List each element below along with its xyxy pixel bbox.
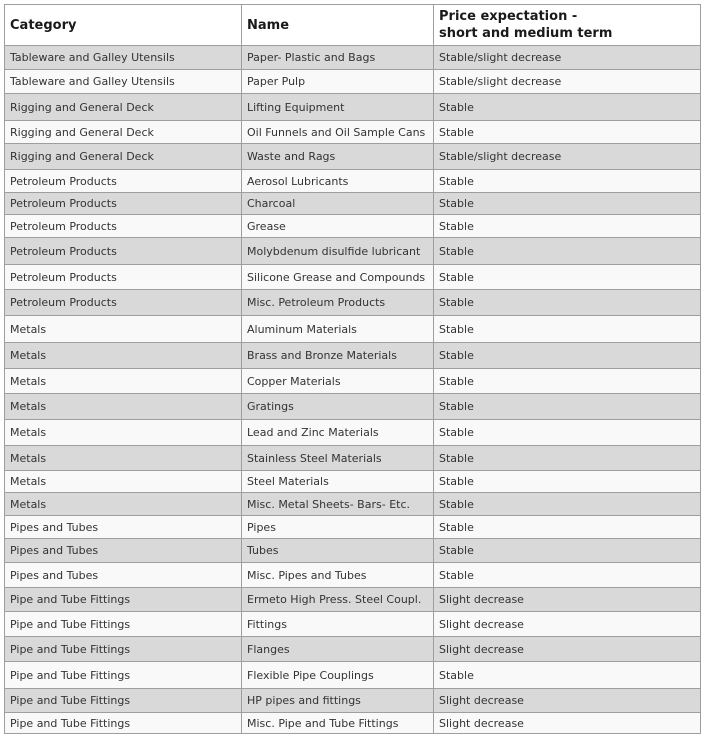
table-row <box>5 94 701 121</box>
cell-price-expectation: Slight decrease <box>434 588 701 612</box>
cell-category: Metals <box>5 446 242 471</box>
cell-price-expectation: Stable/slight decrease <box>434 70 701 94</box>
cell-price-expectation: Stable <box>434 215 701 238</box>
cell-price-expectation: Stable <box>434 539 701 563</box>
table-row <box>5 290 701 316</box>
cell-category: Pipe and Tube Fittings <box>5 713 242 734</box>
cell-category: Metals <box>5 394 242 420</box>
table-row <box>5 471 701 493</box>
cell-name: Waste and Rags <box>242 144 434 170</box>
cell-category: Pipe and Tube Fittings <box>5 612 242 637</box>
cell-price-expectation: Stable <box>434 238 701 265</box>
cell-name: Tubes <box>242 539 434 563</box>
cell-category: Pipe and Tube Fittings <box>5 662 242 689</box>
cell-price-expectation: Stable <box>434 493 701 516</box>
cell-price-expectation: Stable <box>434 343 701 369</box>
table-row <box>5 369 701 394</box>
cell-category: Metals <box>5 369 242 394</box>
cell-name: Oil Funnels and Oil Sample Cans <box>242 121 434 144</box>
cell-name: Grease <box>242 215 434 238</box>
price-expectation-table <box>4 4 701 734</box>
cell-category: Rigging and General Deck <box>5 121 242 144</box>
cell-category: Tableware and Galley Utensils <box>5 46 242 70</box>
cell-name: HP pipes and fittings <box>242 689 434 713</box>
cell-price-expectation: Stable <box>434 193 701 215</box>
cell-price-expectation: Stable <box>434 170 701 193</box>
header-name: Name <box>242 5 434 46</box>
table-row <box>5 713 701 734</box>
table-row <box>5 70 701 94</box>
cell-price-expectation: Stable <box>434 394 701 420</box>
table-row <box>5 343 701 369</box>
cell-category: Petroleum Products <box>5 215 242 238</box>
cell-name: Lead and Zinc Materials <box>242 420 434 446</box>
cell-category: Pipe and Tube Fittings <box>5 637 242 662</box>
cell-category: Pipe and Tube Fittings <box>5 588 242 612</box>
cell-category: Rigging and General Deck <box>5 94 242 121</box>
cell-name: Silicone Grease and Compounds <box>242 265 434 290</box>
table-row <box>5 563 701 588</box>
cell-price-expectation: Stable <box>434 369 701 394</box>
table-row <box>5 662 701 689</box>
cell-category: Metals <box>5 493 242 516</box>
cell-category: Metals <box>5 471 242 493</box>
table-row <box>5 588 701 612</box>
cell-name: Misc. Pipe and Tube Fittings <box>242 713 434 734</box>
cell-price-expectation: Slight decrease <box>434 713 701 734</box>
table-row <box>5 446 701 471</box>
header-price-expectation: Price expectation - short and medium term <box>434 5 701 46</box>
cell-name: Stainless Steel Materials <box>242 446 434 471</box>
cell-price-expectation: Stable <box>434 290 701 316</box>
cell-name: Aerosol Lubricants <box>242 170 434 193</box>
cell-name: Misc. Metal Sheets- Bars- Etc. <box>242 493 434 516</box>
cell-name: Flanges <box>242 637 434 662</box>
cell-name: Lifting Equipment <box>242 94 434 121</box>
cell-price-expectation: Stable <box>434 516 701 539</box>
cell-name: Copper Materials <box>242 369 434 394</box>
cell-category: Pipes and Tubes <box>5 539 242 563</box>
cell-category: Pipes and Tubes <box>5 563 242 588</box>
cell-name: Paper- Plastic and Bags <box>242 46 434 70</box>
table-row <box>5 215 701 238</box>
cell-name: Steel Materials <box>242 471 434 493</box>
cell-price-expectation: Stable <box>434 471 701 493</box>
cell-price-expectation: Stable <box>434 121 701 144</box>
cell-price-expectation: Stable <box>434 316 701 343</box>
table-row <box>5 121 701 144</box>
cell-name: Gratings <box>242 394 434 420</box>
table-row <box>5 238 701 265</box>
cell-name: Brass and Bronze Materials <box>242 343 434 369</box>
cell-price-expectation: Slight decrease <box>434 637 701 662</box>
header-row <box>5 5 701 46</box>
table-row <box>5 46 701 70</box>
cell-category: Petroleum Products <box>5 238 242 265</box>
cell-price-expectation: Stable/slight decrease <box>434 144 701 170</box>
table-row <box>5 689 701 713</box>
table-row <box>5 144 701 170</box>
cell-price-expectation: Slight decrease <box>434 612 701 637</box>
cell-category: Petroleum Products <box>5 290 242 316</box>
cell-name: Misc. Petroleum Products <box>242 290 434 316</box>
table-row <box>5 420 701 446</box>
table-row <box>5 265 701 290</box>
cell-name: Flexible Pipe Couplings <box>242 662 434 689</box>
table-row <box>5 394 701 420</box>
cell-name: Pipes <box>242 516 434 539</box>
cell-name: Fittings <box>242 612 434 637</box>
cell-name: Misc. Pipes and Tubes <box>242 563 434 588</box>
cell-category: Metals <box>5 316 242 343</box>
table-row <box>5 193 701 215</box>
cell-category: Tableware and Galley Utensils <box>5 70 242 94</box>
cell-price-expectation: Stable <box>434 662 701 689</box>
cell-price-expectation: Slight decrease <box>434 689 701 713</box>
cell-price-expectation: Stable <box>434 420 701 446</box>
table-row <box>5 170 701 193</box>
cell-price-expectation: Stable <box>434 446 701 471</box>
table-row <box>5 612 701 637</box>
cell-category: Petroleum Products <box>5 193 242 215</box>
cell-category: Pipe and Tube Fittings <box>5 689 242 713</box>
cell-name: Aluminum Materials <box>242 316 434 343</box>
cell-name: Charcoal <box>242 193 434 215</box>
cell-name: Molybdenum disulfide lubricant <box>242 238 434 265</box>
cell-price-expectation: Stable <box>434 265 701 290</box>
cell-price-expectation: Stable/slight decrease <box>434 46 701 70</box>
table-row <box>5 316 701 343</box>
cell-name: Paper Pulp <box>242 70 434 94</box>
cell-category: Pipes and Tubes <box>5 516 242 539</box>
cell-price-expectation: Stable <box>434 563 701 588</box>
cell-category: Rigging and General Deck <box>5 144 242 170</box>
header-category: Category <box>5 5 242 46</box>
cell-price-expectation: Stable <box>434 94 701 121</box>
cell-category: Metals <box>5 343 242 369</box>
table-row <box>5 516 701 539</box>
cell-category: Metals <box>5 420 242 446</box>
cell-category: Petroleum Products <box>5 265 242 290</box>
cell-category: Petroleum Products <box>5 170 242 193</box>
table-row <box>5 539 701 563</box>
cell-name: Ermeto High Press. Steel Coupl. <box>242 588 434 612</box>
table-row <box>5 493 701 516</box>
table-row <box>5 637 701 662</box>
